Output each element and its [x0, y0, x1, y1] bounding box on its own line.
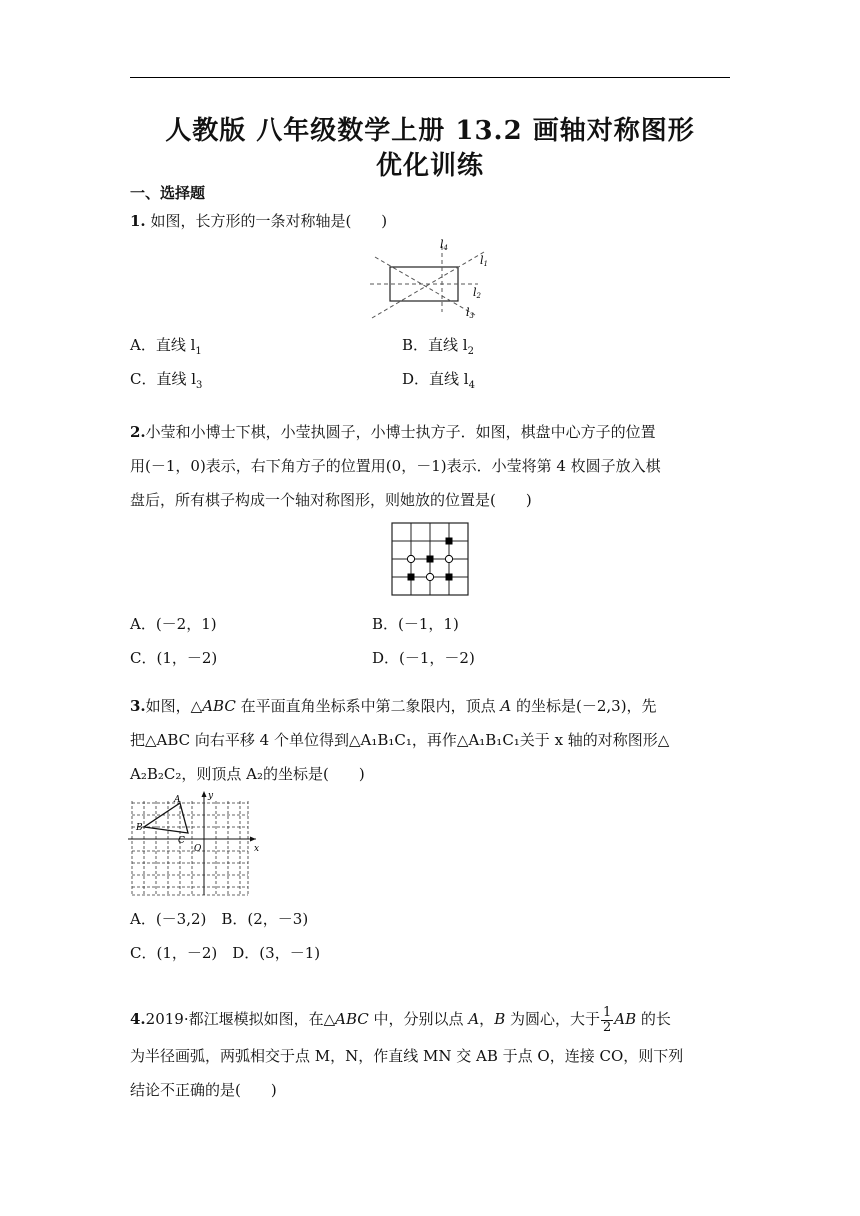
question-text: 如图，长方形的一条对称轴是( ) [150, 212, 388, 230]
q1-option-d[interactable]: D．直线 $l_4$ [402, 370, 475, 391]
x-axis-label: x [254, 844, 260, 854]
label-l4: l4 [440, 238, 448, 252]
square-piece [446, 574, 453, 581]
origin-label: O [194, 844, 202, 854]
square-piece [408, 574, 415, 581]
round-piece [445, 555, 452, 562]
round-piece [426, 573, 433, 580]
question-2: 2.小莹和小博士下棋，小莹执圆子，小博士执方子．如图，棋盘中心方子的位置 用(－1，0)表示，右下角方子的位置用(0，－1)表示．小莹将第 4 枚圆子放入棋 盘后，所有棋子构成一个轴对称图形，则她放的位置是( ) [130, 423, 661, 509]
coordinate-grid-figure [128, 789, 263, 897]
fraction-one-half: $\frac{1}{2}$ [603, 1004, 612, 1035]
label-l3: l3 [466, 306, 474, 320]
round-piece [407, 555, 414, 562]
q1-option-b[interactable]: B．直线 $l_2$ [402, 336, 474, 357]
top-rule [130, 77, 730, 78]
page-title: 人教版 八年级数学上册 13.2 画轴对称图形 [165, 116, 695, 146]
q1-option-a[interactable]: A．直线 $l_1$ [130, 336, 202, 357]
rectangle-axes-figure [360, 238, 500, 324]
q2-option-c[interactable]: C．(1，－2) [130, 649, 218, 667]
square-piece [427, 556, 434, 563]
chessboard-figure [391, 521, 471, 597]
label-l2: l2 [473, 286, 481, 300]
q2-option-a[interactable]: A．(－2，1) [130, 615, 217, 633]
question-number: 2. [130, 423, 146, 441]
q2-option-b[interactable]: B．(－1，1) [372, 615, 459, 633]
question-3: 3.如图，△ABC 在平面直角坐标系中第二象限内，顶点 A 的坐标是(－2,3)，先 把△ABC 向右平移 4 个单位得到△A₁B₁C₁，再作△A₁B₁C₁关于 x 轴的对称图形△ A₂B₂C₂，则顶点 A₂的坐标是( ) [130, 697, 670, 783]
question-4: 4.2019·都江堰模拟如图，在△ABC 中，分别以点 A，B 为圆心，大于 $\frac{1}{2}$ AB 的长 为半径画弧，两弧相交于点 M，N，作直线 MN 交 AB 于点 O，连接 CO，则下列 结论不正确的是( ) [130, 1004, 684, 1099]
q3-options-cd[interactable]: C．(1，－2) D．(3，－1) [130, 944, 321, 962]
vertex-c-label: C [178, 836, 185, 846]
y-axis-label: y [208, 791, 214, 801]
q3-options-ab[interactable]: A．(－3,2) B．(2，－3) [130, 910, 309, 928]
question-number: 3. [130, 697, 146, 715]
vertex-b-label: B [136, 823, 143, 833]
question-1 [130, 204, 730, 238]
vertex-a-label: A [174, 795, 181, 805]
question-number: 1. [130, 212, 146, 230]
section-heading: 一、选择题 [130, 184, 206, 202]
question-number: 4. [130, 1010, 146, 1028]
square-piece [446, 538, 453, 545]
q2-option-d[interactable]: D．(－1，－2) [372, 649, 475, 667]
q1-option-c[interactable]: C．直线 $l_3$ [130, 370, 203, 391]
page-subtitle: 优化训练 [375, 151, 484, 181]
label-l1: l1 [480, 254, 488, 268]
